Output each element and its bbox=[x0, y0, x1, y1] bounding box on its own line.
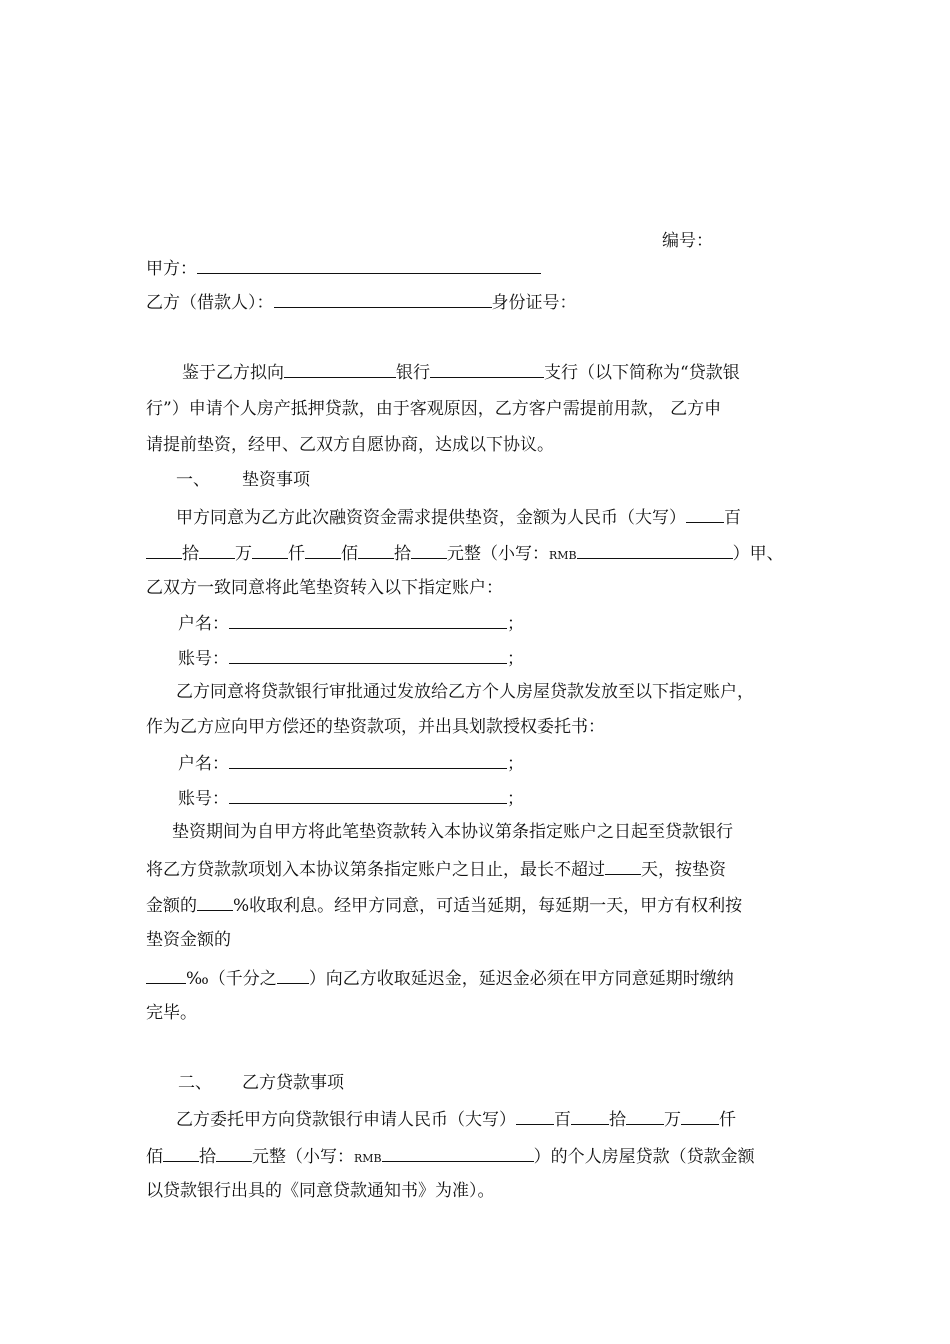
rmb-label: RMB bbox=[549, 549, 577, 562]
amount-blank bbox=[571, 1107, 609, 1125]
amount-blank bbox=[358, 541, 394, 559]
para-text: 拾 bbox=[182, 544, 199, 564]
para-text: 元整（小写： bbox=[447, 544, 549, 564]
party-b-blank bbox=[274, 290, 492, 308]
para-text: 元整（小写： bbox=[252, 1147, 354, 1167]
para-text: ； bbox=[507, 649, 524, 669]
para-2-line-1: 乙方同意将贷款银行审批通过发放给乙方个人房屋贷款发放至以下指定账户， bbox=[176, 682, 754, 702]
intro-line-1 bbox=[182, 360, 740, 384]
interest-rate-blank bbox=[197, 893, 233, 911]
para-text: ）向乙方收取延迟金，延迟金必须在甲方同意延期时缴纳 bbox=[308, 969, 734, 989]
rmb-label: RMB bbox=[354, 1152, 382, 1165]
section-1-heading bbox=[176, 469, 310, 491]
para-text: 乙方委托甲方向贷款银行申请人民币（大写） bbox=[176, 1110, 516, 1130]
party-b-line bbox=[146, 290, 577, 314]
account-1-number-line bbox=[178, 646, 524, 670]
para-4-line-1 bbox=[176, 1107, 736, 1131]
account-name-blank bbox=[229, 751, 507, 769]
section-2-heading bbox=[178, 1072, 344, 1094]
para-2-line-2: 作为乙方应向甲方偿还的垫资款项，并出具划款授权委托书： bbox=[146, 717, 605, 737]
para-text: 佰 bbox=[146, 1147, 163, 1167]
per-mille-blank bbox=[277, 966, 309, 984]
bank-blank bbox=[284, 360, 396, 378]
para-text: 金额的 bbox=[146, 896, 197, 916]
para-text: 甲方同意为乙方此次融资资金需求提供垫资，金额为人民币（大写） bbox=[176, 508, 686, 528]
section-1-title: 垫资事项 bbox=[242, 470, 310, 490]
id-number-label: 身份证号： bbox=[491, 293, 577, 313]
para-text: 天，按垫资 bbox=[641, 860, 726, 880]
days-blank bbox=[605, 857, 641, 875]
party-b-label: 乙方（借款人）： bbox=[146, 293, 274, 313]
amount-blank bbox=[216, 1144, 252, 1162]
party-a-line bbox=[146, 256, 541, 280]
para-4-line-3: 以贷款银行出具的《同意贷款通知书》为准）。 bbox=[146, 1181, 495, 1201]
account-2-name-line bbox=[178, 751, 524, 775]
para-1-line-1 bbox=[176, 505, 741, 529]
para-text: ）的个人房屋贷款（贷款金额 bbox=[533, 1147, 755, 1167]
account-2-number-line bbox=[178, 786, 524, 810]
para-text: ； bbox=[507, 614, 524, 634]
account-number-label: 账号： bbox=[178, 649, 229, 669]
amount-blank bbox=[516, 1107, 554, 1125]
para-text: 百 bbox=[724, 508, 741, 528]
section-2-number: 二、 bbox=[178, 1073, 212, 1093]
late-fee-rate-blank bbox=[146, 966, 186, 984]
para-3-line-5 bbox=[146, 966, 734, 990]
para-text: ； bbox=[507, 789, 524, 809]
para-text: ）甲、 bbox=[732, 544, 784, 564]
account-number-blank bbox=[229, 646, 507, 664]
amount-blank bbox=[199, 541, 235, 559]
para-text: 万 bbox=[664, 1110, 681, 1130]
section-1-number: 一、 bbox=[176, 470, 210, 490]
intro-line-2: 行”）申请个人房产抵押贷款，由于客观原因，乙方客户需提前用款， 乙方申 bbox=[146, 399, 722, 419]
para-text: 百 bbox=[554, 1110, 571, 1130]
account-name-blank bbox=[229, 611, 507, 629]
para-3-line-4: 垫资金额的 bbox=[146, 930, 231, 950]
para-text: 拾 bbox=[199, 1147, 216, 1167]
account-number-blank bbox=[229, 786, 507, 804]
para-1-line-3: 乙双方一致同意将此笔垫资转入以下指定账户： bbox=[146, 578, 503, 598]
amount-blank bbox=[686, 505, 724, 523]
amount-figure-blank bbox=[577, 541, 733, 559]
intro-text: 支行（以下简称为“贷款银 bbox=[544, 363, 740, 383]
para-text: 仟 bbox=[288, 544, 305, 564]
intro-line-3: 请提前垫资，经甲、乙双方自愿协商，达成以下协议。 bbox=[146, 435, 554, 455]
account-name-label: 户名： bbox=[178, 614, 229, 634]
intro-text: 银行 bbox=[396, 363, 430, 383]
para-text: 万 bbox=[235, 544, 252, 564]
para-text: ； bbox=[507, 754, 524, 774]
party-a-blank bbox=[197, 256, 541, 274]
amount-figure-blank bbox=[382, 1144, 534, 1162]
intro-text: 鉴于乙方拟向 bbox=[182, 363, 284, 383]
account-name-label: 户名： bbox=[178, 754, 229, 774]
amount-blank bbox=[411, 541, 447, 559]
amount-blank bbox=[305, 541, 341, 559]
para-text: 拾 bbox=[394, 544, 411, 564]
para-text: 将乙方贷款款项划入本协议第条指定账户之日止，最长不超过 bbox=[146, 860, 605, 880]
para-text: %收取利息。经甲方同意，可适当延期，每延期一天，甲方有权利按 bbox=[233, 896, 743, 916]
para-3-line-3 bbox=[146, 893, 742, 917]
para-3-line-2 bbox=[146, 857, 726, 881]
amount-blank bbox=[163, 1144, 199, 1162]
para-4-line-2 bbox=[146, 1144, 755, 1170]
contract-number-label: 编号： bbox=[662, 231, 713, 251]
para-text: 仟 bbox=[719, 1110, 736, 1130]
para-1-line-2 bbox=[146, 541, 784, 567]
para-text: 佰 bbox=[341, 544, 358, 564]
para-text: 拾 bbox=[609, 1110, 626, 1130]
account-1-name-line bbox=[178, 611, 524, 635]
amount-blank bbox=[626, 1107, 664, 1125]
amount-blank bbox=[681, 1107, 719, 1125]
branch-blank bbox=[430, 360, 544, 378]
amount-blank bbox=[146, 541, 182, 559]
para-text: ‰（千分之 bbox=[186, 969, 277, 989]
section-2-title: 乙方贷款事项 bbox=[242, 1073, 344, 1093]
amount-blank bbox=[252, 541, 288, 559]
account-number-label: 账号： bbox=[178, 789, 229, 809]
party-a-label: 甲方： bbox=[146, 259, 197, 279]
para-3-line-1: 垫资期间为自甲方将此笔垫资款转入本协议第条指定账户之日起至贷款银行 bbox=[172, 822, 733, 842]
para-3-line-6: 完毕。 bbox=[146, 1003, 197, 1023]
